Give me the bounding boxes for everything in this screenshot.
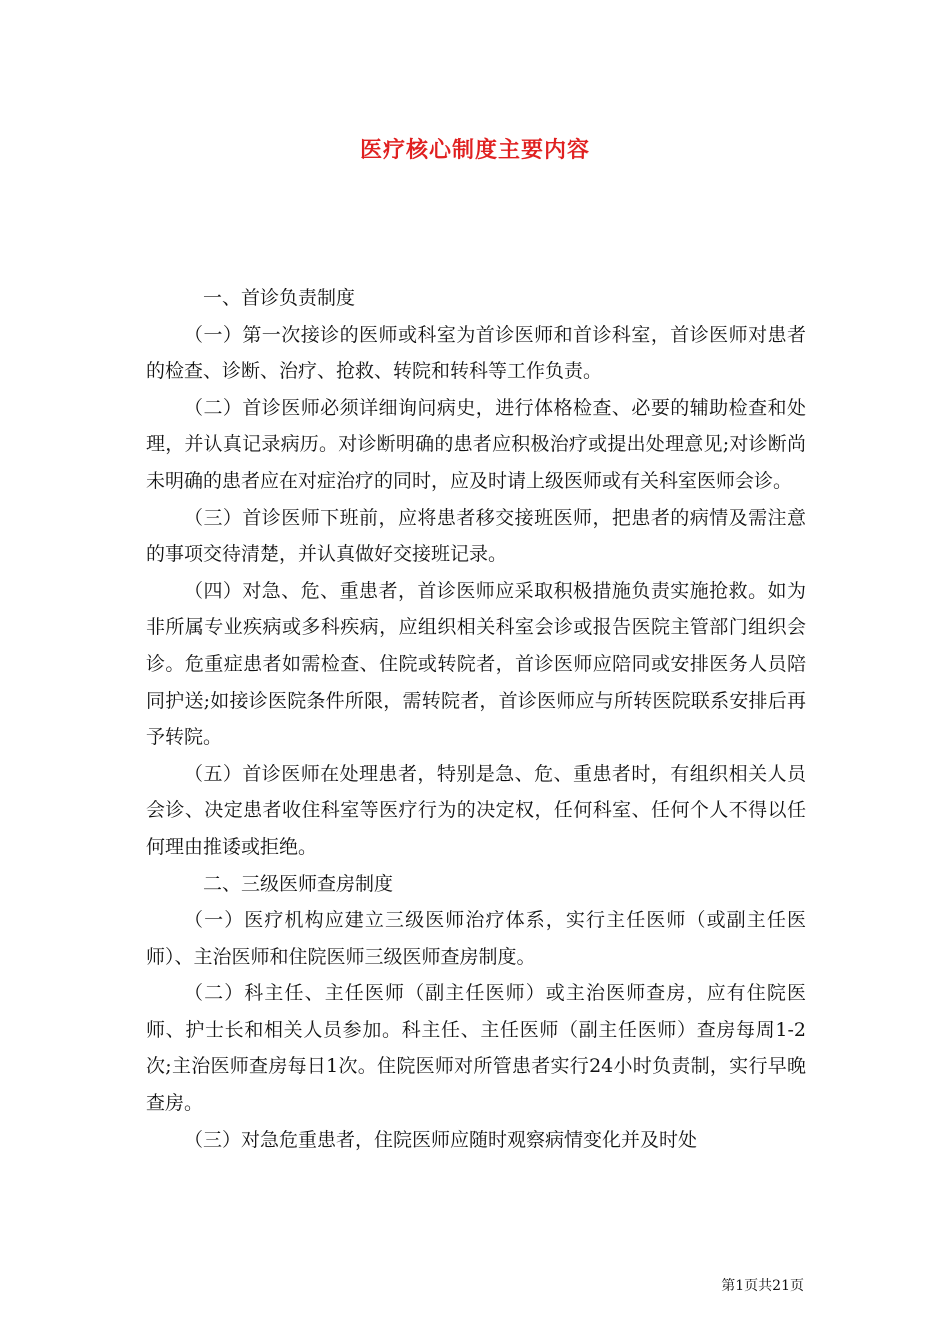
body-paragraph: （一）医疗机构应建立三级医师治疗体系，实行主任医师（或副主任医师）、主治医师和住院医师三级医师查房制度。 [146,909,806,968]
section-heading: 二、三级医师查房制度 [203,872,394,895]
body-paragraph: （三）首诊医师下班前，应将患者移交接班医师，把患者的病情及需注意的事项交待清楚，并认真做好交接班记录。 [146,506,806,566]
body-paragraph: （二）科主任、主任医师（副主任医师）或主治医师查房，应有住院医师、护士长和相关人员参加。科主任、主任医师（副主任医师）查房每周1-2次;主治医师查房每日1次。住院医师对所管患者实行24小时负责制，实行早晚查房。 [146,982,806,1115]
document-body [146,280,806,1158]
page-number: 第1页共21页 [721,1278,804,1294]
document-title: 医疗核心制度主要内容 [359,137,590,163]
body-paragraph: （三）对急危重患者，住院医师应随时观察病情变化并及时处 [184,1128,698,1151]
body-paragraph: （五）首诊医师在处理患者，特别是急、危、重患者时，有组织相关人员会诊、决定患者收住科室等医疗行为的决定权，任何科室、任何个人不得以任何理由推诿或拒绝。 [146,762,806,858]
section-heading: 一、首诊负责制度 [203,287,356,309]
body-paragraph: （二）首诊医师必须详细询问病史，进行体格检查、必要的辅助检查和处理，并认真记录病历。对诊断明确的患者应积极治疗或提出处理意见;对诊断尚未明确的患者应在对症治疗的同时，应及时请上级医师或有关科室医师会诊。 [146,396,806,492]
body-paragraph: （四）对急、危、重患者，首诊医师应采取积极措施负责实施抢救。如为非所属专业疾病或多科疾病，应组织相关科室会诊或报告医院主管部门组织会诊。危重症患者如需检查、住院或转院者，首诊医师应陪同或安排医务人员陪同护送;如接诊医院条件所限，需转院者，首诊医师应与所转医院联系安排后再予转院。 [146,579,806,749]
body-paragraph: （一）第一次接诊的医师或科室为首诊医师和首诊科室，首诊医师对患者的检查、诊断、治疗、抢救、转院和转科等工作负责。 [146,323,806,383]
